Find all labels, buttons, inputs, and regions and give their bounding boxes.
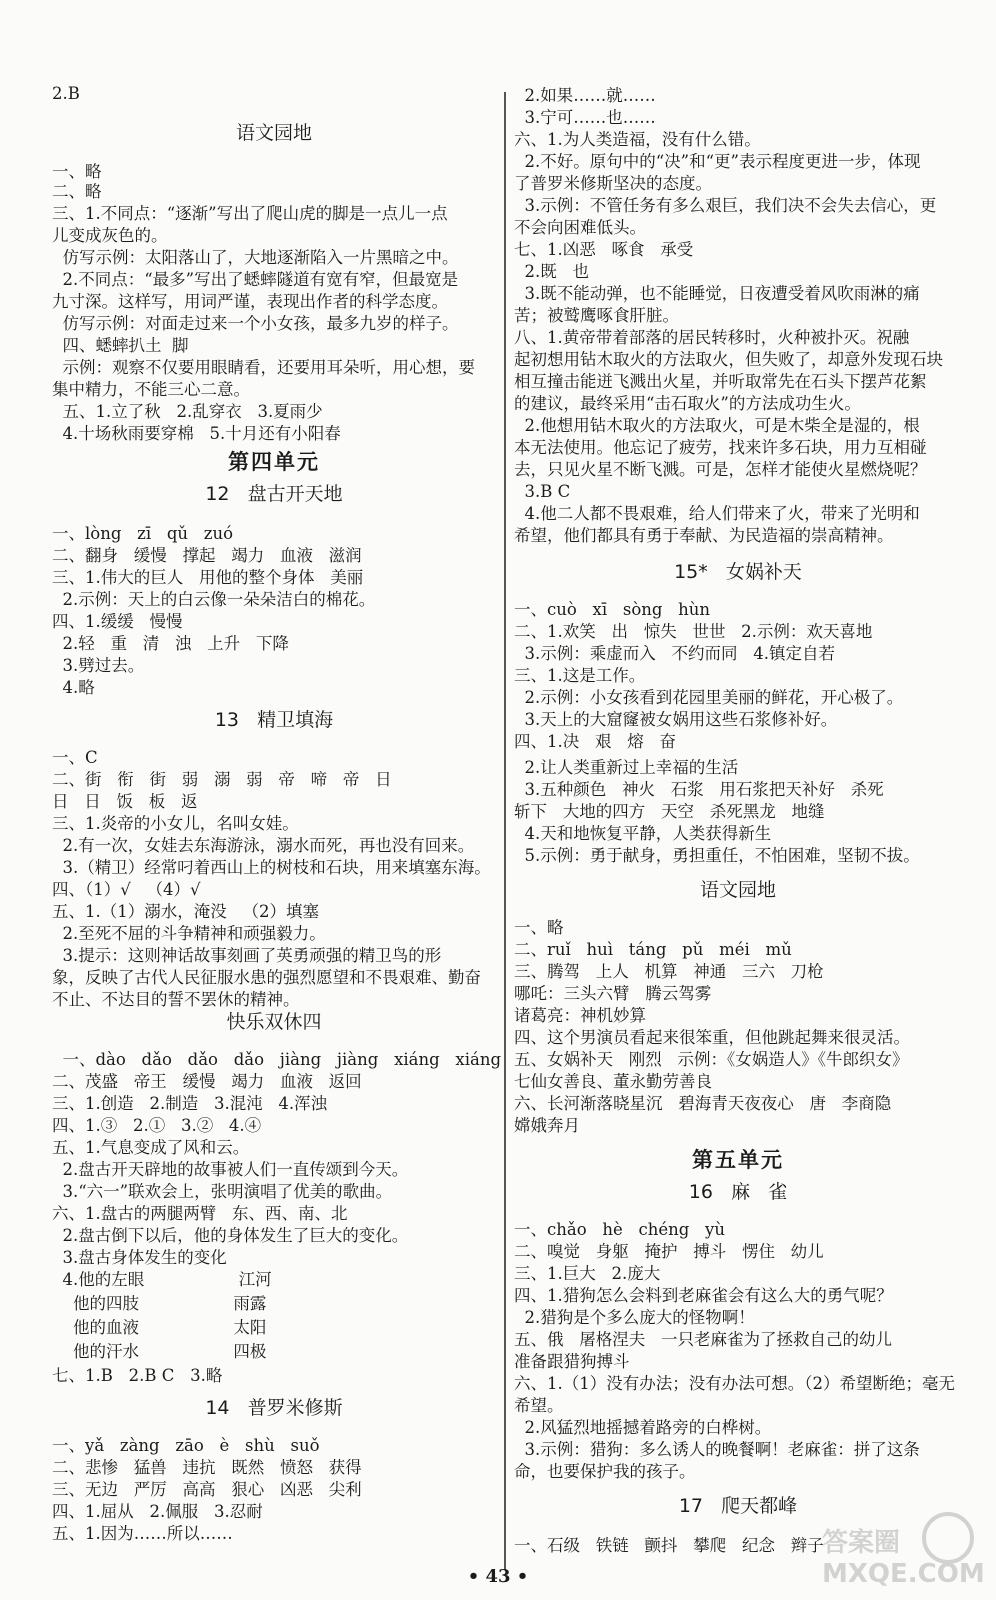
answer-line: 七、1.凶恶 啄食 承受 <box>514 240 694 259</box>
answer-line: 三、1.巨大 2.庞大 <box>514 1264 661 1283</box>
answer-line: 二、茂盛 帝王 缓慢 竭力 血液 返回 <box>52 1072 362 1091</box>
answer-line: 准备跟猎狗搏斗 <box>514 1352 630 1371</box>
column-divider <box>504 92 506 1570</box>
answer-line: 一、石级 铁链 颤抖 攀爬 纪念 辫子 <box>514 1536 824 1555</box>
answer-line: 3.示例：乘虚而入 不约而同 4.镇定自若 <box>514 644 835 663</box>
answer-line: 2.风猛烈地摇撼着路旁的白桦树。 <box>514 1418 772 1437</box>
answer-line: 五、俄 屠格涅夫 一只老麻雀为了拯救自己的幼儿 <box>514 1330 892 1349</box>
answer-line: 4.略 <box>52 678 95 697</box>
watermark-logo <box>818 1508 985 1589</box>
answer-line: 3.B C <box>514 482 571 501</box>
answer-line: 3.示例：猎狗：多么诱人的晚餐啊！老麻雀：拼了这条 <box>514 1440 920 1459</box>
answer-line: 2.有一次，女娃去东海游泳，溺水而死，再也没有回来。 <box>52 836 475 855</box>
answer-line: 五、1.（1）溺水，淹没 （2）填塞 <box>52 902 319 921</box>
answer-line: 二、1.欢笑 出 惊失 世世 2.示例：欢天喜地 <box>514 622 873 641</box>
answer-line: 去，只见火星不断飞溅。可是，怎样才能使火星燃烧呢？ <box>514 460 927 479</box>
answer-line: 本无法使用。他忘记了疲劳，找来许多石块，用力互相碰 <box>514 438 927 457</box>
answer-line: 2.至死不屈的斗争精神和顽强毅力。 <box>52 924 326 943</box>
answer-line: 哪吒：三头六臂 腾云驾雾 <box>514 984 712 1003</box>
answer-line: 诸葛亮：神机妙算 <box>514 1006 646 1025</box>
answer-line: 二、嗅觉 身躯 掩护 搏斗 愣住 幼儿 <box>514 1242 824 1261</box>
answer-line: 2.盘古倒下以后，他的身体发生了巨大的变化。 <box>52 1226 409 1245</box>
answer-line: 二、悲惨 猛兽 违抗 既然 愤怒 获得 <box>52 1458 362 1477</box>
answer-line: 四、1.屈从 2.佩服 3.忍耐 <box>52 1502 263 1521</box>
answer-line: 四、（1）√ （4）√ <box>52 880 201 899</box>
answer-line: 一、dào dǎo dǎo dǎo jiàng jiàng xiáng xiáng <box>52 1050 502 1069</box>
section-heading: 13 精卫填海 <box>214 709 334 731</box>
answer-line: 仿写示例：太阳落山了，大地逐渐陷入一片黑暗之中。 <box>52 248 459 267</box>
unit-heading: 第五单元 <box>692 1147 784 1172</box>
answer-line: 2.他想用钻木取火的方法取火，可是木柴全是湿的，根 <box>514 416 920 435</box>
answer-line: 六、1.盘古的两腿两臂 东、西、南、北 <box>52 1204 348 1223</box>
answer-line: 五、1.立了秋 2.乱穿衣 3.夏雨少 <box>52 402 323 421</box>
answer-line: 3.提示：这则神话故事刻画了英勇顽强的精卫鸟的形 <box>52 946 442 965</box>
answer-line: 希望。 <box>514 1396 564 1415</box>
answer-line: 二、街 衔 街 弱 溺 弱 帝 啼 帝 日 <box>52 770 392 789</box>
answer-line: 一、lòng zī qǔ zuó <box>52 524 234 543</box>
answer-line: 四、1.决 艰 熔 奋 <box>514 732 676 751</box>
answer-line: 希望，他们都具有勇于奉献、为民造福的崇高精神。 <box>514 526 894 545</box>
section-heading: 12 盘古开天地 <box>205 483 343 505</box>
answer-line: 六、1.（1）没有办法；没有办法可想。（2）希望断绝；毫无 <box>514 1374 955 1393</box>
answer-line: 4.十场秋雨要穿棉 5.十月还有小阳春 <box>52 424 341 443</box>
answer-line: 日 日 饭 板 返 <box>52 792 198 811</box>
answer-line: 儿变成灰色的。 <box>52 226 168 245</box>
section-heading: 17 爬天都峰 <box>678 1495 798 1517</box>
answer-line: 2.示例：天上的白云像一朵朵洁白的棉花。 <box>52 590 376 609</box>
answer-line: 3.既不能动弹，也不能睡觉，日夜遭受着风吹雨淋的痛 <box>514 284 920 303</box>
answer-line: 五、1.气息变成了风和云。 <box>52 1138 250 1157</box>
unit-heading: 第四单元 <box>228 449 320 474</box>
answer-line: 2.盘古开天辟地的故事被人们一直传颂到今天。 <box>52 1160 409 1179</box>
answer-line: 示例：观察不仅要用眼睛看，还要用耳朵听，用心想，要 <box>52 358 475 377</box>
section-heading: 语文园地 <box>235 122 312 144</box>
answer-line: 他的汗水 四极 <box>52 1342 267 1361</box>
answer-line: 2.不同点：“最多”写出了蟋蟀隧道有宽有窄，但最宽是 <box>52 270 459 289</box>
answer-line: 八、1.黄帝带着部落的居民转移时，火种被扑灭。祝融 <box>514 328 910 347</box>
answer-line: 一、略 <box>52 162 102 181</box>
answer-line: 5.示例：勇于献身，勇担重任，不怕困难，坚韧不拔。 <box>514 846 920 865</box>
answer-line: 斩下 大地的四方 天空 杀死黑龙 地缝 <box>514 802 825 821</box>
answer-line: 3.五种颜色 神火 石浆 用石浆把天补好 杀死 <box>514 780 884 799</box>
answer-line: 不会向困难低头。 <box>514 218 646 237</box>
answer-line: 4.天和地恢复平静，人类获得新生 <box>514 824 772 843</box>
answer-line: 一、略 <box>514 918 564 937</box>
answer-line: 集中精力，不能三心二意。 <box>52 380 250 399</box>
answer-line: 六、1.为人类造福，没有什么错。 <box>514 130 761 149</box>
answer-line: 他的血液 太阳 <box>52 1318 267 1337</box>
answer-line: 他的四肢 雨露 <box>52 1294 267 1313</box>
answer-line: 2.让人类重新过上幸福的生活 <box>514 758 739 777</box>
answer-line: 三、腾驾 上人 机算 神通 三六 刀枪 <box>514 962 824 981</box>
answer-line: 九寸深。这样写，用词严谨，表现出作者的科学态度。 <box>52 292 448 311</box>
section-heading: 15* 女娲补天 <box>674 561 802 583</box>
answer-line: 嫦娥奔月 <box>514 1116 580 1135</box>
answer-line: 四、蟋蟀扒土 脚 <box>52 336 189 355</box>
answer-line: 2.示例：小女孩看到花园里美丽的鲜花，开心极了。 <box>514 688 904 707</box>
answer-line: 四、这个男演员看起来很笨重，但他跳起舞来很灵活。 <box>514 1028 910 1047</box>
answer-line: 二、翻身 缓慢 撑起 竭力 血液 滋润 <box>52 546 362 565</box>
answer-line: 2.轻 重 清 浊 上升 下降 <box>52 634 289 653</box>
answer-line: 2.既 也 <box>514 262 589 281</box>
answer-line: 2.猎狗是个多么庞大的怪物啊！ <box>514 1308 755 1327</box>
answer-line: 象，反映了古代人民征服水患的强烈愿望和不畏艰难、勤奋 <box>52 968 481 987</box>
answer-line: 3.劈过去。 <box>52 656 145 675</box>
answer-line: 二、略 <box>52 182 102 201</box>
answer-line: 四、1.③ 2.① 3.② 4.④ <box>52 1116 262 1135</box>
answer-line: 一、cuò xī sòng hùn <box>514 600 711 619</box>
answer-line: 2.B <box>52 84 80 103</box>
answer-line: 苦；被鹫鹰啄食肝脏。 <box>514 306 679 325</box>
answer-line: 一、C <box>52 748 98 767</box>
answer-line: 相互撞击能迸飞溅出火星，并听取常先在石头下摆芦花絮 <box>514 372 927 391</box>
answer-line: 三、1.不同点：“逐渐”写出了爬山虎的脚是一点儿一点 <box>52 204 448 223</box>
section-heading: 快乐双休四 <box>226 1011 322 1033</box>
answer-line: 五、1.因为……所以…… <box>52 1524 233 1543</box>
answer-line: 一、chǎo hè chéng yù <box>514 1220 726 1239</box>
answer-line: 三、1.创造 2.制造 3.混沌 4.浑浊 <box>52 1094 328 1113</box>
answer-line: 3.（精卫）经常叼着西山上的树枝和石块，用来填塞东海。 <box>52 858 491 877</box>
answer-line: 七仙女善良、董永勤劳善良 <box>514 1072 712 1091</box>
answer-line: 三、无边 严厉 高高 狠心 凶恶 尖利 <box>52 1480 362 1499</box>
section-heading: 14 普罗米修斯 <box>205 1397 343 1419</box>
answer-line: 了普罗米修斯坚决的态度。 <box>514 174 712 193</box>
answer-line: 4.他的左眼 江河 <box>52 1270 272 1289</box>
section-heading: 语文园地 <box>699 879 776 901</box>
answer-line: 2.如果……就…… <box>514 86 656 105</box>
answer-line: 3.示例：不管任务有多么艰巨，我们决不会失去信心，更 <box>514 196 937 215</box>
answer-line: 3.天上的大窟窿被女娲用这些石浆修补好。 <box>514 710 838 729</box>
answer-line: 三、1.伟大的巨人 用他的整个身体 美丽 <box>52 568 364 587</box>
watermark-text: 答案圈 MXQE.COM <box>822 1528 985 1589</box>
answer-line: 3.盘古身体发生的变化 <box>52 1248 227 1267</box>
answer-line: 三、1.炎帝的小女儿，名叫女娃。 <box>52 814 299 833</box>
answer-line: 3.宁可……也…… <box>514 108 656 127</box>
answer-line: 3.“六一”联欢会上，张明演唱了优美的歌曲。 <box>52 1182 393 1201</box>
page-number: • 43 • <box>467 1566 529 1587</box>
answer-line: 七、1.B 2.B C 3.略 <box>52 1366 223 1385</box>
answer-line: 命，也要保护我的孩子。 <box>514 1462 696 1481</box>
answer-line: 不止、不达目的誓不罢休的精神。 <box>52 990 300 1009</box>
answer-line: 六、长河渐落晓星沉 碧海青天夜夜心 唐 李商隐 <box>514 1094 892 1113</box>
answer-line: 仿写示例：对面走过来一个小女孩，最多九岁的样子。 <box>52 314 459 333</box>
answer-line: 二、ruǐ huì táng pǔ méi mǔ <box>514 940 792 959</box>
answer-line: 四、1.缓缓 慢慢 <box>52 612 183 631</box>
answer-line: 起初想用钻木取火的方法取火，但失败了，却意外发现石块 <box>514 350 943 369</box>
answer-line: 五、女娲补天 刚烈 示例：《女娲造人》《牛郎织女》 <box>514 1050 909 1069</box>
answer-line: 4.他二人都不畏艰难，给人们带来了火，带来了光明和 <box>514 504 920 523</box>
answer-line: 三、1.这是工作。 <box>514 666 646 685</box>
answer-line: 的建议，最终采用“击石取火”的方法成功生火。 <box>514 394 861 413</box>
answer-line: 2.不好。原句中的“决”和“更”表示程度更进一步，体现 <box>514 152 921 171</box>
answer-line: 一、yǎ zàng zāo è shù suǒ <box>52 1436 320 1455</box>
section-heading: 16 麻 雀 <box>688 1181 788 1203</box>
answer-line: 四、1.猎狗怎么会料到老麻雀会有这么大的勇气呢？ <box>514 1286 893 1305</box>
